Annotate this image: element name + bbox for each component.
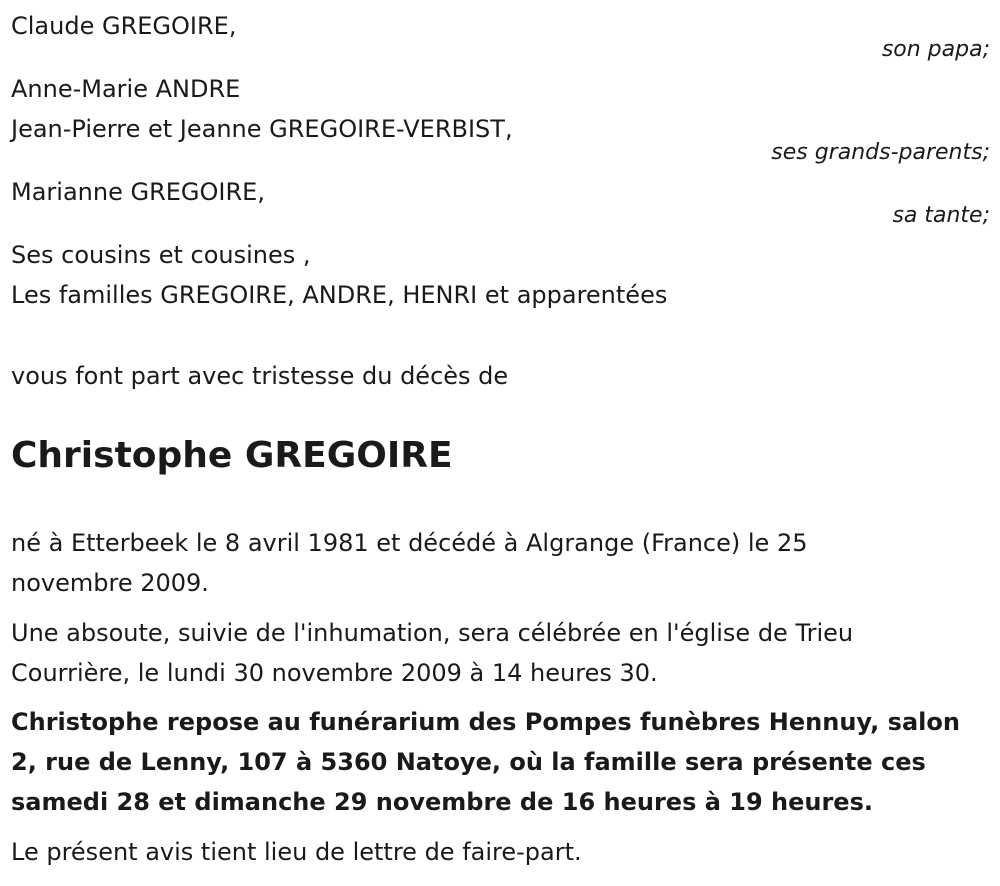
- grandparents-role: ses grands-parents;: [771, 140, 990, 165]
- grandparent-1: Anne-Marie ANDRE: [11, 75, 241, 103]
- funerarium-text: Christophe repose au funérarium des Pompes funèbres Hennuy, salon 2, rue de Lenny, 107 à 5360 Natoye, où la famille sera présente ces samedi 28 et dimanche 29 novembre de 16 heures à 19 heures.: [11, 708, 960, 816]
- cousins-line: Ses cousins et cousines ,: [11, 241, 311, 269]
- deceased-name: Christophe GREGOIRE: [11, 435, 453, 476]
- birth-death-text: né à Etterbeek le 8 avril 1981 et décédé à Algrange (France) le 25 novembre 2009.: [11, 529, 808, 597]
- father-name: Claude GREGOIRE,: [11, 12, 237, 40]
- aunt-name: Marianne GREGOIRE,: [11, 178, 265, 206]
- father-role: son papa;: [881, 37, 990, 62]
- announcement-text: vous font part avec tristesse du décès de: [11, 362, 509, 390]
- aunt-role: sa tante;: [892, 203, 990, 228]
- closing-text: Le présent avis tient lieu de lettre de faire-part.: [11, 838, 582, 866]
- grandparent-2: Jean-Pierre et Jeanne GREGOIRE-VERBIST,: [11, 115, 513, 143]
- ceremony-text: Une absoute, suivie de l'inhumation, sera célébrée en l'église de Trieu Courrière, le lundi 30 novembre 2009 à 14 heures 30.: [11, 619, 854, 687]
- families-line: Les familles GREGOIRE, ANDRE, HENRI et apparentées: [11, 281, 668, 309]
